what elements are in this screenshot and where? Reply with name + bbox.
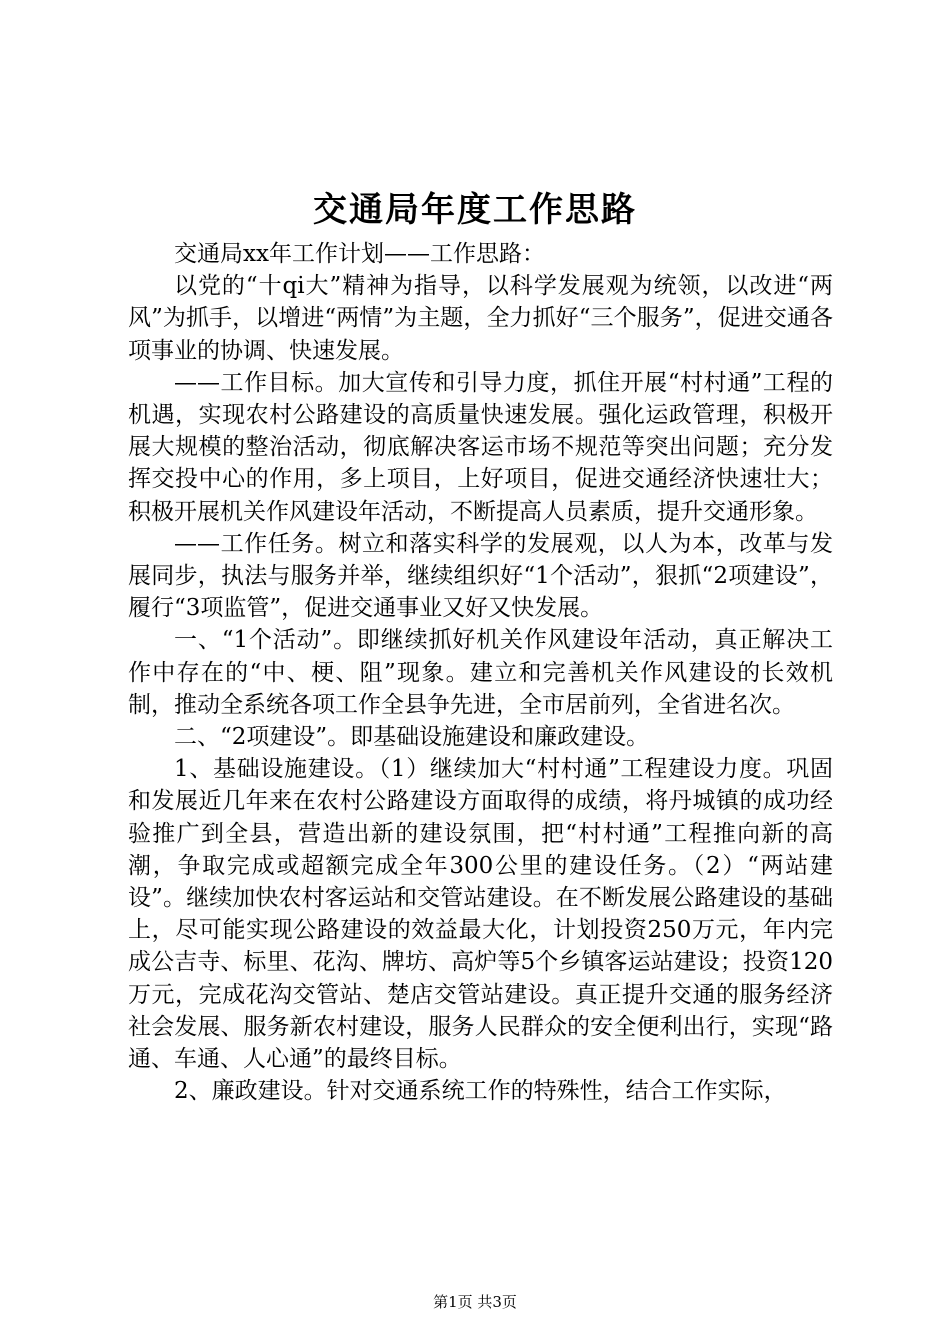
paragraph: 1、基础设施建设。（1）继续加大“村村通”工程建设力度。巩固和发展近几年来在农村公路建设方面取得的成绩，将丹城镇的成功经验推广到全县，营造出新的建设氛围，把“村村通”工程推向新的高潮，争取完成或超额完成全年300公里的建设任务。（2）“两站建设”。继续加快农村客运站和交管站建设。在不断发展公路建设的基础上，尽可能实现公路建设的效益最大化，计划投资250万元，年内完成公吉寺、标里、花沟、牌坊、高炉等5个乡镇客运站建设；投资120万元，完成花沟交管站、楚店交管站建设。真正提升交通的服务经济社会发展、服务新农村建设，服务人民群众的安全便利出行，实现“路通、车通、人心通”的最终目标。	[128, 756, 833, 1073]
page-footer: 第1页 共3页	[433, 1293, 517, 1311]
paragraph: 以党的“十qi大”精神为指导，以科学发展观为统领，以改进“两风”为抓手，以增进“两情”为主题，全力抓好“三个服务”，促进交通各项事业的协调、快速发展。	[128, 273, 833, 364]
paragraph: 2、廉政建设。针对交通系统工作的特殊性，结合工作实际，	[174, 1078, 787, 1105]
paragraph: 一、“1个活动”。即继续抓好机关作风建设年活动，真正解决工作中存在的“中、梗、阻”现象。建立和完善机关作风建设的长效机制，推动全系统各项工作全县争先进，全市居前列，全省进名次。	[128, 627, 833, 718]
paragraph: 交通局xx年工作计划——工作思路：	[174, 241, 545, 267]
document-body	[128, 238, 833, 1107]
paragraph: ——工作任务。树立和落实科学的发展观，以人为本，改革与发展同步，执法与服务并举，继续组织好“1个活动”，狠抓“2项建设”，履行“3项监管”，促进交通事业又好又快发展。	[128, 530, 833, 622]
paragraph: ——工作目标。加大宣传和引导力度，抓住开展“村村通”工程的机遇，实现农村公路建设的高质量快速发展。强化运政管理，积极开展大规模的整治活动，彻底解决客运市场不规范等突出问题；充分发挥交投中心的作用，多上项目，上好项目，促进交通经济快速壮大；积极开展机关作风建设年活动，不断提高人员素质，提升交通形象。	[128, 369, 833, 525]
paragraph: 二、“2项建设”。即基础设施建设和廉政建设。	[174, 724, 650, 751]
document-title: 交通局年度工作思路	[313, 190, 637, 230]
